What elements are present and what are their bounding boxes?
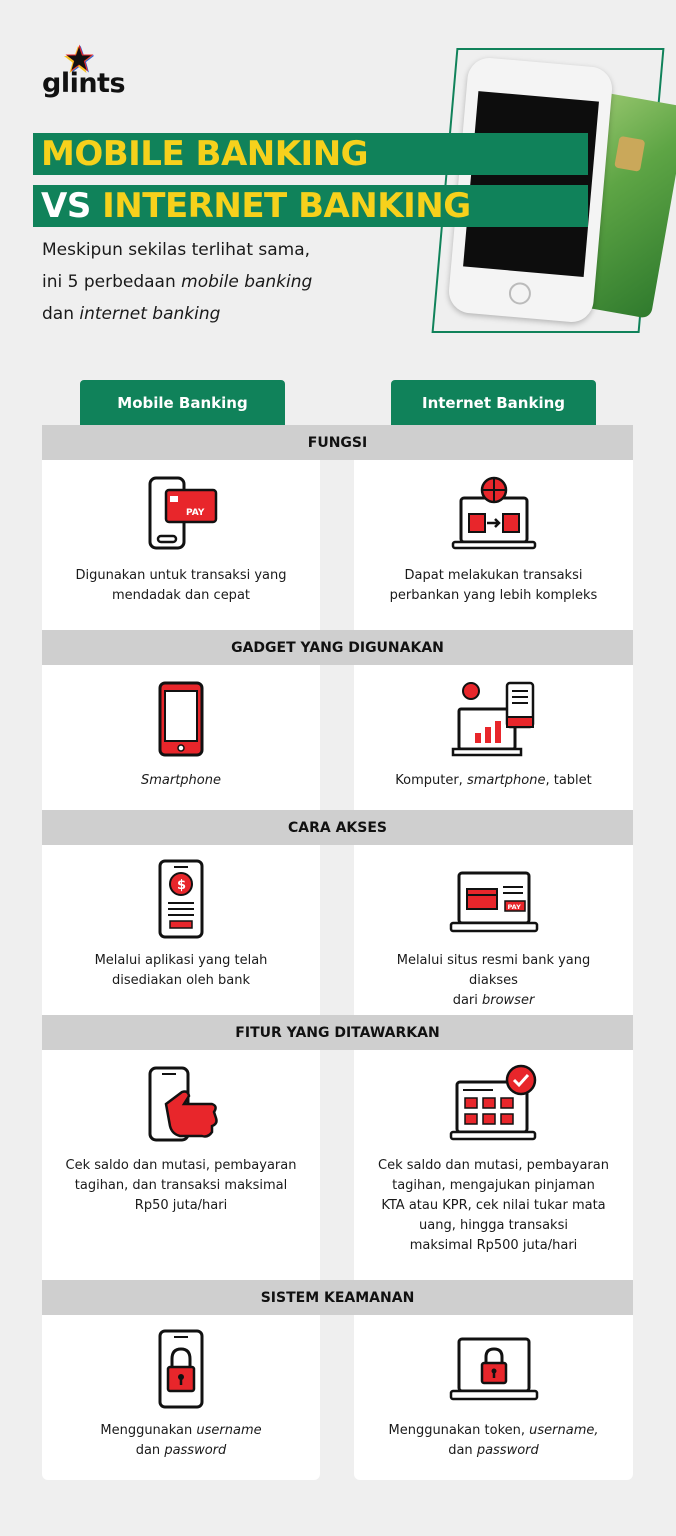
gadget-mobile xyxy=(42,665,320,810)
svg-text:PAY: PAY xyxy=(186,508,205,518)
browser-card-pay-icon xyxy=(449,859,539,939)
akses-internet-line-1: Melalui situs resmi bank yang diakses xyxy=(396,953,591,988)
keamanan-internet xyxy=(354,1315,633,1480)
card-chip xyxy=(614,136,645,172)
fitur-mobile-line-3: Rp50 juta/hari xyxy=(134,1198,228,1213)
keamanan-mobile-line-2: dan password xyxy=(135,1443,227,1458)
keamanan-mobile-line-1: Menggunakan username xyxy=(100,1423,262,1438)
subtitle-line-2: ini 5 perbedaan mobile banking xyxy=(42,272,313,292)
subtitle-line-1: Meskipun sekilas terlihat sama, xyxy=(42,240,311,260)
title-internet-banking: INTERNET BANKING xyxy=(102,186,471,226)
title-line-2 xyxy=(33,185,588,227)
fungsi-mobile-line-2: mendadak dan cepat xyxy=(111,588,251,603)
fitur-internet-line-2: tagihan, mengajukan pinjaman xyxy=(392,1178,595,1193)
fitur-mobile-line-2: tagihan, dan transaksi maksimal xyxy=(74,1178,288,1193)
section-header-gadget: GADGET YANG DIGUNAKAN xyxy=(42,630,633,665)
fitur-internet-line-5: maksimal Rp500 juta/hari xyxy=(409,1238,578,1253)
laptop-lock-icon xyxy=(449,1329,539,1409)
fungsi-internet-line-1: Dapat melakukan transaksi xyxy=(404,568,583,583)
keamanan-internet-line-2: dan password xyxy=(448,1443,539,1458)
laptop-dashboard-check-icon xyxy=(449,1064,539,1144)
akses-internet-line-2: dari browser xyxy=(452,993,535,1008)
section-header-fungsi: FUNGSI xyxy=(42,425,633,460)
home-button xyxy=(508,282,532,306)
fitur-internet-line-4: uang, hingga transaksi xyxy=(419,1218,568,1233)
glints-logo xyxy=(42,44,132,104)
section-header-keamanan: SISTEM KEAMANAN xyxy=(42,1280,633,1315)
gadget-internet-text: Komputer, smartphone, tablet xyxy=(395,773,592,788)
smartphone-icon xyxy=(136,679,226,759)
brand-name: glints xyxy=(42,68,126,99)
computer-tablet-icon xyxy=(449,679,539,759)
column-header-internet-banking: Internet Banking xyxy=(391,380,596,425)
keamanan-internet-line-1: Menggunakan token, username, xyxy=(388,1423,599,1438)
fungsi-internet xyxy=(354,460,633,630)
subtitle xyxy=(42,234,422,330)
laptop-globe-transfer-icon xyxy=(449,474,539,554)
fitur-internet xyxy=(354,1050,633,1280)
phone-lock-icon xyxy=(136,1329,226,1409)
svg-text:$: $ xyxy=(177,878,187,893)
akses-mobile-line-1: Melalui aplikasi yang telah xyxy=(94,953,268,968)
column-header-mobile-banking: Mobile Banking xyxy=(80,380,285,425)
fungsi-mobile xyxy=(42,460,320,630)
fitur-internet-line-1: Cek saldo dan mutasi, pembayaran xyxy=(378,1158,609,1173)
svg-text:PAY: PAY xyxy=(507,903,521,911)
title-line-1 xyxy=(33,133,588,175)
phone-hand-tap-icon xyxy=(136,1064,226,1144)
title-vs: VS xyxy=(41,186,91,226)
gadget-internet xyxy=(354,665,633,810)
fitur-mobile-line-1: Cek saldo dan mutasi, pembayaran xyxy=(65,1158,297,1173)
akses-mobile-line-2: disediakan oleh bank xyxy=(111,973,251,988)
akses-internet xyxy=(354,845,633,1015)
fungsi-mobile-line-1: Digunakan untuk transaksi yang xyxy=(75,568,287,583)
subtitle-line-3: dan internet banking xyxy=(42,304,221,324)
phone-app-coin-icon xyxy=(136,859,226,939)
phone-card-pay-icon xyxy=(136,474,226,554)
gadget-mobile-text: Smartphone xyxy=(140,773,221,788)
section-header-fitur: FITUR YANG DITAWARKAN xyxy=(42,1015,633,1050)
fitur-internet-line-3: KTA atau KPR, cek nilai tukar mata xyxy=(381,1198,606,1213)
fungsi-internet-line-2: perbankan yang lebih kompleks xyxy=(389,588,598,603)
akses-mobile xyxy=(42,845,320,1015)
title-mobile-banking: MOBILE BANKING xyxy=(41,134,369,174)
keamanan-mobile xyxy=(42,1315,320,1480)
section-header-cara-akses: CARA AKSES xyxy=(42,810,633,845)
fitur-mobile xyxy=(42,1050,320,1280)
